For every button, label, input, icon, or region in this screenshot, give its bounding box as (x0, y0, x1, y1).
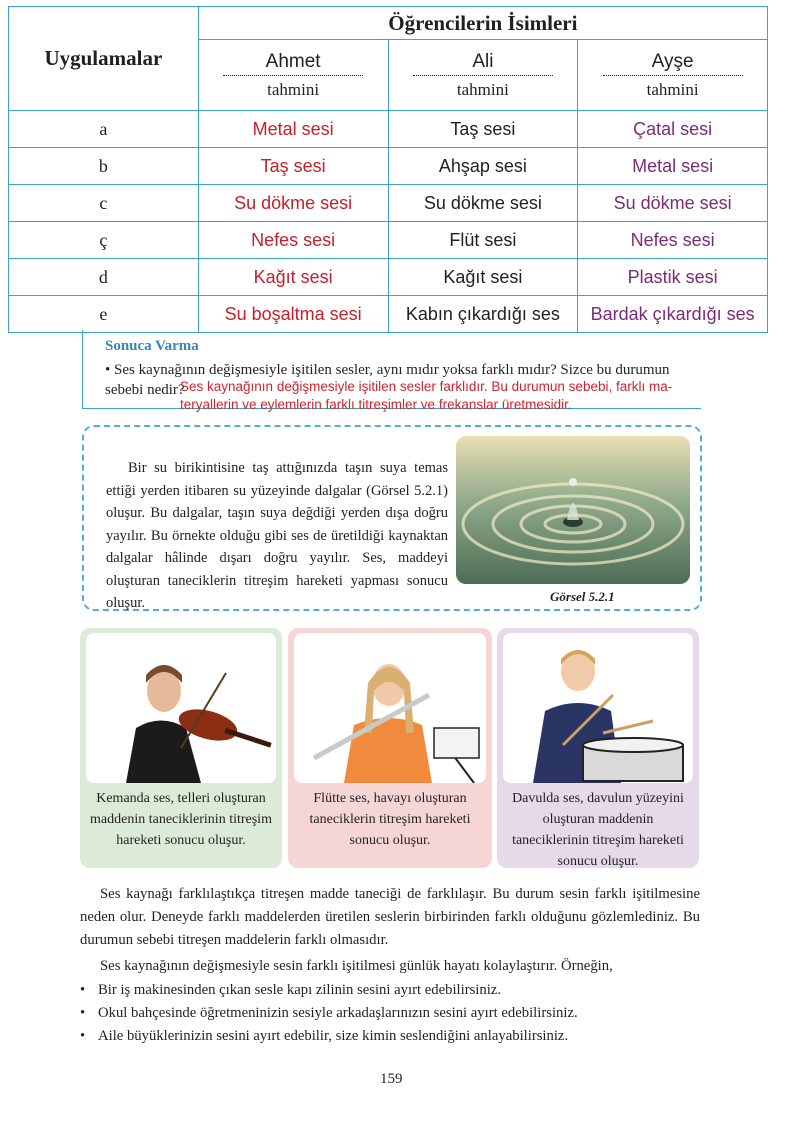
ali-guess: Flüt sesi (388, 222, 578, 259)
drum-card (497, 628, 699, 868)
flutist-illustration (294, 633, 486, 783)
row-letter: ç (9, 222, 199, 259)
violin-caption: Kemanda ses, telleri oluşturan maddenin taneciklerinin titreşim hareketi sonucu oluşur. (90, 791, 272, 848)
row-letter: d (9, 259, 199, 296)
conclusion-question: • Ses kaynağının değişmesiyle işitilen sesler, aynı mıdır yoksa farklı mıdır? Sizce bu durumun sebebi nedir? (105, 362, 670, 398)
handwritten-answer-line-2: teryallerin ve eylemlerin farklı titreşimler ve frekanslar üretmesidir. (180, 397, 572, 412)
ahmet-guess: Nefes sesi (198, 222, 388, 259)
ayse-guess: Metal sesi (578, 148, 768, 185)
student-sub: tahmini (456, 79, 509, 99)
list-item: • Okul bahçesinde öğretmeninizin sesiyle arkadaşlarınızın sesini ayırt edebilirsiniz. (80, 1002, 720, 1025)
ahmet-guess: Su boşaltma sesi (198, 296, 388, 333)
ali-guess: Su dökme sesi (388, 185, 578, 222)
ali-guess: Ahşap sesi (388, 148, 578, 185)
ayse-guess: Plastik sesi (578, 259, 768, 296)
student-sub: tahmini (646, 79, 699, 99)
flute-photo (294, 633, 486, 783)
row-letter: c (9, 185, 199, 222)
water-ripple-box (82, 425, 702, 611)
table-row (9, 222, 768, 259)
ayse-guess: Su dökme sesi (578, 185, 768, 222)
examples-list (80, 979, 720, 1048)
conclusion-title: Sonuca Varma (105, 338, 199, 354)
body-paragraph-1: Ses kaynağı farklılaştıkça titreşen madde taneciği de farklılaşır. Bu durum sesin farklı işitilmesine neden olur. Deneyde farklı maddelerden üretilen seslerin birbirinden farklı olduğunu gözlemlediniz. Bu durumun sebebi titreşen maddelerin farklı olmasıdır. (80, 886, 700, 948)
row-letter: e (9, 296, 199, 333)
student-header-ahmet (198, 40, 388, 111)
student-header-ali (388, 40, 578, 111)
ripple-illustration (456, 436, 690, 584)
student-sub: tahmini (267, 79, 320, 99)
ali-guess: Kabın çıkardığı ses (388, 296, 578, 333)
violin-card (80, 628, 282, 868)
ayse-guess: Nefes sesi (578, 222, 768, 259)
ayse-guess: Bardak çıkardığı ses (578, 296, 768, 333)
list-item: • Aile büyüklerinizin sesini ayırt edebilir, size kimin seslendiğini anlayabilirsiniz. (80, 1025, 720, 1048)
applications-header: Uygulamalar (9, 7, 199, 111)
page-number: 159 (380, 1071, 403, 1087)
ahmet-guess: Metal sesi (198, 111, 388, 148)
students-names-header: Öğrencilerin İsimleri (198, 7, 767, 40)
table-row (9, 185, 768, 222)
drum-caption: Davulda ses, davulun yüzeyini oluşturan maddenin taneciklerinin titreşim hareketi sonucu oluşur. (512, 791, 684, 869)
table-row (9, 259, 768, 296)
question-text: Ses kaynağının değişmesiyle işitilen sesler, aynı mıdır yoksa farklı mıdır? Sizce bu durumun sebebi nedir? (105, 362, 670, 398)
violin-photo (86, 633, 276, 783)
drum-photo (503, 633, 693, 783)
predictions-table (8, 6, 768, 333)
ahmet-guess: Kağıt sesi (198, 259, 388, 296)
table-row (9, 111, 768, 148)
row-letter: b (9, 148, 199, 185)
water-ripple-image (456, 436, 690, 584)
student-name: Ahmet (223, 51, 363, 76)
ayse-guess: Çatal sesi (578, 111, 768, 148)
flute-card (288, 628, 492, 868)
row-letter: a (9, 111, 199, 148)
student-name: Ali (413, 51, 553, 76)
ahmet-guess: Su dökme sesi (198, 185, 388, 222)
ali-guess: Kağıt sesi (388, 259, 578, 296)
drummer-illustration (503, 633, 693, 783)
list-item: • Bir iş makinesinden çıkan sesle kapı zilinin sesini ayırt edebilirsiniz. (80, 979, 720, 1002)
handwritten-answer-line-1: Ses kaynağının değişmesiyle işitilen sesler farklıdır. Bu durumun sebebi, farklı ma- (180, 379, 673, 394)
student-header-ayse (578, 40, 768, 111)
student-name: Ayşe (603, 51, 743, 76)
table-row (9, 148, 768, 185)
ahmet-guess: Taş sesi (198, 148, 388, 185)
ripple-paragraph: Bir su birikintisine taş attığınızda taşın suya temas ettiği yerden itibaren su yüzeyinde dalgalar (Görsel 5.2.1) oluşur. Bu dalgalar, taşın suya değdiği yerden dışa doğru yayılır. Bu örnekte olduğu gibi ses de üretildiği kaynaktan dalgalar hâlinde dışarı doğru yayılır. Ses, maddeyi oluşturan taneciklerin titreşim hareketi yapması sonucu oluşur. (106, 460, 448, 611)
table-row (9, 296, 768, 333)
flute-caption: Flütte ses, havayı oluşturan taneciklerin titreşim hareketi sonucu oluşur. (309, 791, 471, 848)
figure-caption: Görsel 5.2.1 (550, 589, 615, 604)
violinist-illustration (86, 633, 276, 783)
ali-guess: Taş sesi (388, 111, 578, 148)
body-paragraph-2: Ses kaynağının değişmesiyle sesin farklı işitilmesi günlük hayatı kolaylaştırır. Örneğin, (100, 958, 613, 974)
